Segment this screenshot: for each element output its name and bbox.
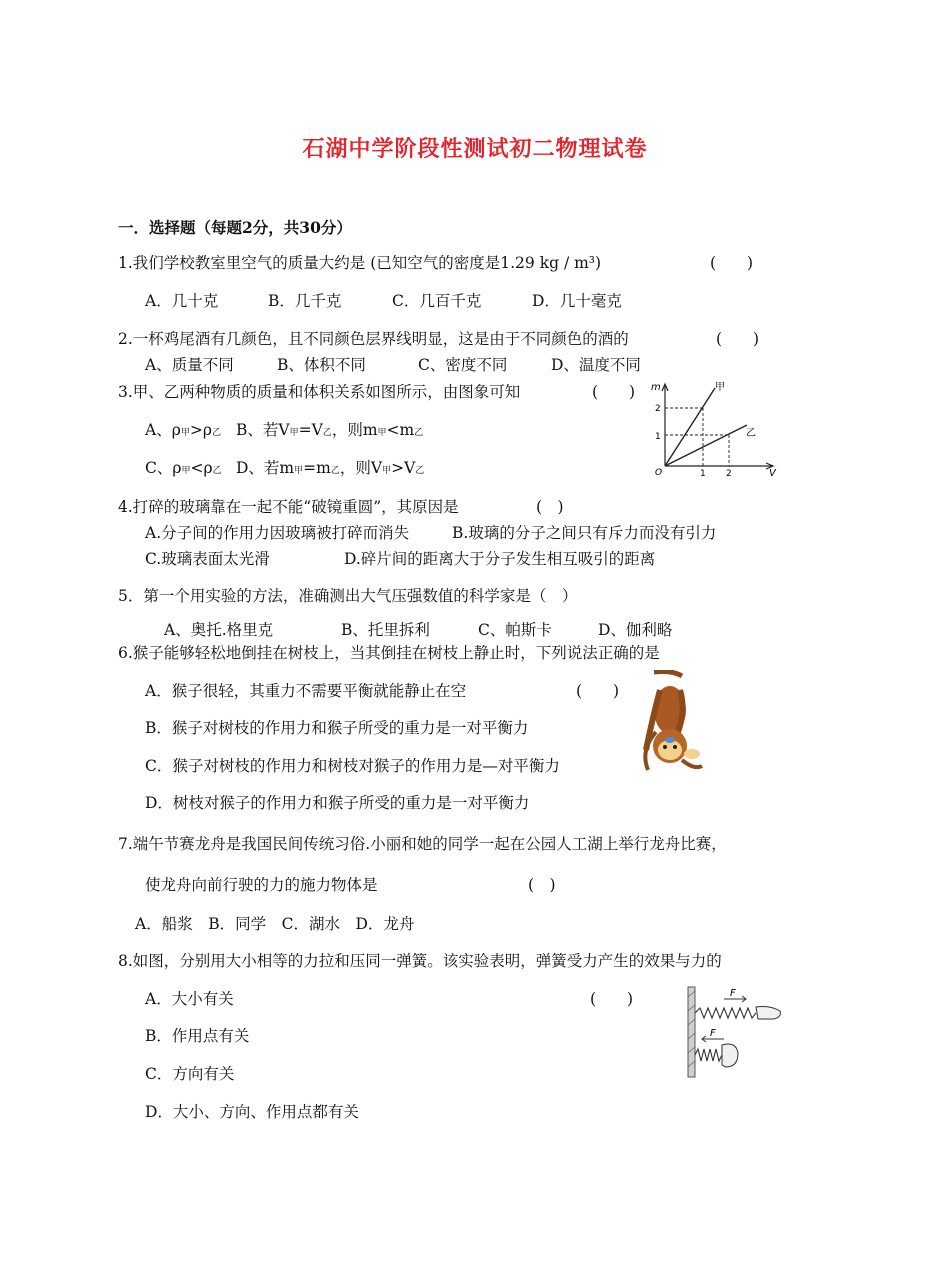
graph-origin-label: O <box>655 468 663 478</box>
question-6-option-b: B．猴子对树枝的作用力和猴子所受的重力是一对平衡力 <box>145 719 529 737</box>
question-3-option-d: D、若m甲=m乙，则V甲>V乙 <box>236 459 425 477</box>
question-7-options: A．船浆 B．同学 C．湖水 D．龙舟 <box>135 915 415 933</box>
question-2-option-b: B、体积不同 <box>277 356 366 374</box>
question-2-stem: 2.一杯鸡尾酒有几颜色，且不同颜色层界线明显，这是由于不同颜色的酒的 <box>118 330 629 348</box>
question-2-option-d: D、温度不同 <box>551 356 641 374</box>
push-force-label: F <box>710 1028 716 1039</box>
question-6-answer-blank: ( ) <box>576 682 620 700</box>
section-heading: 一．选择题（每题2分，共30分） <box>118 218 352 237</box>
question-4-option-d: D.碎片间的距离大于分子发生相互吸引的距离 <box>344 550 656 568</box>
question-8-option-b: B．作用点有关 <box>145 1027 250 1045</box>
question-5-option-a: A、奥托.格里克 <box>164 621 274 639</box>
question-1-answer-blank: ( ) <box>710 254 754 272</box>
question-5-option-d: D、伽利略 <box>598 621 673 639</box>
question-2-option-c: C、密度不同 <box>418 356 508 374</box>
question-1-stem: 1.我们学校教室里空气的质量大约是 (已知空气的密度是1.29 kg / m³) <box>118 254 602 272</box>
question-7-stem-continued: 使龙舟向前行驶的力的施力物体是 <box>145 876 378 894</box>
question-4-option-b: B.玻璃的分子之间只有斥力而没有引力 <box>452 524 717 542</box>
question-8-answer-blank: ( ) <box>590 990 634 1008</box>
question-3-stem: 3.甲、乙两种物质的质量和体积关系如图所示，由图象可知 <box>118 383 521 401</box>
question-8-option-a: A．大小有关 <box>145 990 234 1008</box>
question-1-option-a: A．几十克 <box>145 292 219 310</box>
question-7-answer-blank: ( ) <box>528 876 556 894</box>
question-1-option-c: C．几百千克 <box>392 292 482 310</box>
graph-y-tick-1: 1 <box>655 432 661 442</box>
question-2-option-a: A、质量不同 <box>145 356 234 374</box>
question-6-option-d: D．树枝对猴子的作用力和猴子所受的重力是一对平衡力 <box>145 794 530 812</box>
question-8-option-d: D．大小、方向、作用点都有关 <box>145 1103 359 1121</box>
question-4-answer-blank: ( ) <box>536 498 564 516</box>
compressed-spring <box>695 1049 722 1061</box>
graph-x-tick-1: 1 <box>700 469 706 478</box>
question-3-option-b: B、若V甲=V乙，则m甲<m乙 <box>236 421 424 439</box>
hanging-monkey-image <box>632 670 712 780</box>
question-3-answer-blank: ( ) <box>592 383 636 401</box>
pushing-hand-icon <box>722 1044 738 1067</box>
question-3-option-a: A、ρ甲>ρ乙 <box>145 421 221 439</box>
question-3-option-c: C、ρ甲<ρ乙 <box>145 459 222 477</box>
pulling-hand-icon <box>756 1007 780 1020</box>
graph-series-jia: 甲 <box>715 382 725 393</box>
graph-y-tick-2: 2 <box>655 404 661 414</box>
page-title: 石湖中学阶段性测试初二物理试卷 <box>302 136 648 162</box>
question-1-option-d: D．几十毫克 <box>532 292 622 310</box>
question-4-option-a: A.分子间的作用力因玻璃被打碎而消失 <box>145 524 410 542</box>
graph-line-jia <box>665 388 715 466</box>
question-5-option-c: C、帕斯卡 <box>478 621 552 639</box>
question-7-stem: 7.端午节赛龙舟是我国民间传统习俗.小丽和她的同学一起在公园人工湖上举行龙舟比赛， <box>118 835 727 853</box>
question-2-answer-blank: ( ) <box>716 330 760 348</box>
graph-y-label: m <box>651 382 661 393</box>
question-6-option-a: A．猴子很轻，其重力不需要平衡就能静止在空 <box>145 682 467 700</box>
question-5-stem: 5．第一个用实验的方法，准确测出大气压强数值的科学家是（ ） <box>118 587 578 605</box>
mass-volume-graph <box>645 378 780 478</box>
question-5-option-b: B、托里拆利 <box>341 621 430 639</box>
question-6-option-c: C．猴子对树枝的作用力和树枝对猴子的作用力是—对平衡力 <box>145 757 560 775</box>
stretched-spring <box>695 1008 756 1018</box>
pull-force-label: F <box>730 988 736 999</box>
question-1-option-b: B．几千克 <box>268 292 342 310</box>
question-4-stem: 4.打碎的玻璃靠在一起不能“破镜重圆”，其原因是 <box>118 498 459 516</box>
question-4-option-c: C.玻璃表面太光滑 <box>145 550 270 568</box>
graph-line-yi <box>665 425 747 466</box>
question-6-stem: 6.猴子能够轻松地倒挂在树枝上，当其倒挂在树枝上静止时，下列说法正确的是 <box>118 644 660 662</box>
graph-x-label: V <box>769 468 776 478</box>
graph-series-yi: 乙 <box>746 428 756 439</box>
graph-x-tick-2: 2 <box>726 469 732 478</box>
question-8-stem: 8.如图，分别用大小相等的力拉和压同一弹簧。该实验表明，弹簧受力产生的效果与力的 <box>118 952 722 970</box>
spring-experiment-image <box>684 983 788 1079</box>
question-8-option-c: C．方向有关 <box>145 1065 235 1083</box>
